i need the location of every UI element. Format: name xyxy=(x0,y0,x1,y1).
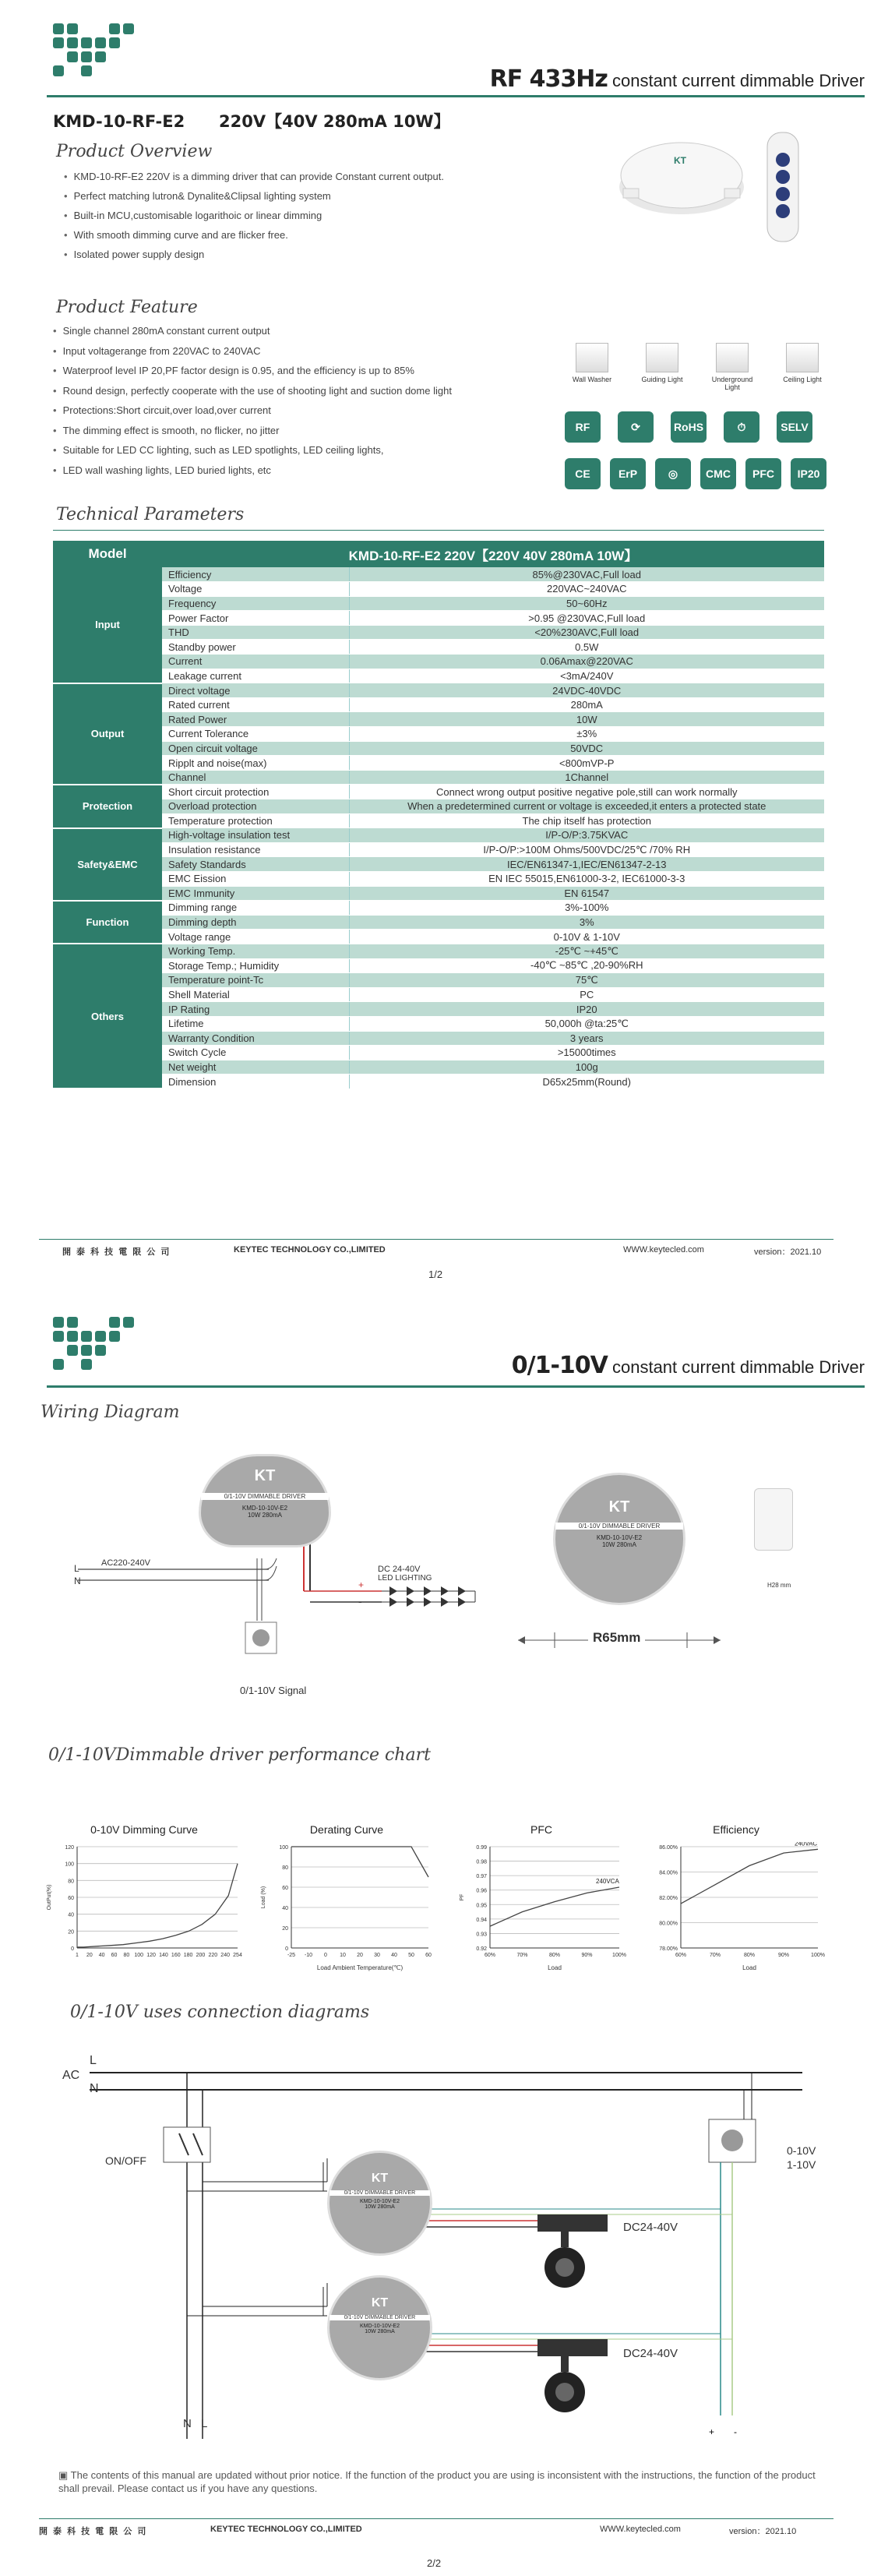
x-tick-label: 0 xyxy=(324,1953,327,1958)
param-name: Temperature protection xyxy=(162,813,349,828)
x-axis-label: Load xyxy=(548,1964,562,1971)
x-tick-label: 80% xyxy=(548,1953,561,1958)
cert-badge: PFC xyxy=(745,458,781,489)
table-head-spec: KMD-10-RF-E2 220V【220V 40V 280mA 10W】 xyxy=(162,541,824,567)
table-row xyxy=(53,655,824,669)
param-name: EMC Immunity xyxy=(162,886,349,901)
table-row xyxy=(53,901,824,916)
y-tick-label: 0.97 xyxy=(476,1874,487,1880)
param-value: >0.95 @230VAC,Full load xyxy=(349,611,824,626)
param-name: Rated current xyxy=(162,697,349,712)
table-row xyxy=(53,582,824,597)
table-group-label: Input xyxy=(53,567,162,683)
series-line xyxy=(291,1847,428,1877)
x-tick-label: 100% xyxy=(811,1953,825,1958)
cert-row-1 xyxy=(565,411,812,443)
conn-n-label: N xyxy=(90,2082,99,2095)
param-value: 0.06Amax@220VAC xyxy=(349,655,824,669)
param-name: Power Factor xyxy=(162,611,349,626)
param-name: Ripplt and noise(max) xyxy=(162,756,349,771)
param-value: <800mVP-P xyxy=(349,756,824,771)
cert-badge: ⏱ xyxy=(724,411,759,443)
param-value: 50,000h @ta:25℃ xyxy=(349,1016,824,1031)
y-tick-label: 0 xyxy=(71,1946,74,1952)
param-value: 85%@230VAC,Full load xyxy=(349,567,824,582)
y-tick-label: 0.94 xyxy=(476,1917,487,1923)
table-group-label: Safety&EMC xyxy=(53,828,162,901)
param-name: Voltage range xyxy=(162,930,349,944)
table-row xyxy=(53,828,824,843)
application-icon: Ceiling Light xyxy=(775,343,830,391)
list-item: • Built-in MCU,customisable logarithoic or linear dimming xyxy=(64,206,444,225)
param-value: -25℃ ~+45℃ xyxy=(349,944,824,958)
list-item: • Protections:Short circuit,over load,over current xyxy=(53,401,452,421)
table-group-label: Output xyxy=(53,683,162,785)
list-item: • Waterproof level IP 20,PF factor design is 0.95, and the efficiency is up to 85% xyxy=(53,361,452,381)
param-name: EMC Eission xyxy=(162,871,349,886)
perf-title: 0/1-10VDimmable driver performance chart xyxy=(48,1745,431,1765)
connection-diagram xyxy=(55,2041,802,2439)
application-icon: Wall Washer xyxy=(565,343,619,391)
y-tick-label: 86.00% xyxy=(659,1845,678,1851)
table-row xyxy=(53,1060,824,1075)
y-tick-label: 80.00% xyxy=(659,1921,678,1927)
x-axis-label: Load xyxy=(742,1964,756,1971)
conn-bottom-l: L xyxy=(201,2417,208,2430)
x-tick-label: -10 xyxy=(304,1953,313,1958)
y-tick-label: 80 xyxy=(68,1879,74,1885)
param-value: 50~60Hz xyxy=(349,596,824,611)
page-title-2: 0/1-10V constant current dimmable Driver xyxy=(511,1352,865,1379)
efficiency-chart: Efficiency 78.00% 80.00% 82.00% 84.00% 86.00% 60% 70% 80% 90% 100% 240VAC Load xyxy=(659,1823,825,1971)
x-tick-label: 30 xyxy=(374,1953,380,1958)
param-name: Overload protection xyxy=(162,799,349,814)
param-value: D65x25mm(Round) xyxy=(349,1075,824,1089)
size-label: R65mm xyxy=(588,1630,645,1646)
conn-driver-1: KT 0/1-10V DIMMABLE DRIVER KMD-10-10V-E2 10W 280mA xyxy=(327,2151,432,2256)
cert-badge: IP20 xyxy=(791,458,826,489)
x-tick-label: 60% xyxy=(675,1953,687,1958)
param-value: <3mA/240V xyxy=(349,669,824,683)
x-tick-label: 100 xyxy=(134,1953,144,1958)
x-tick-label: 200 xyxy=(196,1953,206,1958)
x-tick-label: 70% xyxy=(516,1953,528,1958)
height-label: H28 mm xyxy=(767,1582,791,1589)
conn-dc-1: DC24-40V xyxy=(623,2221,678,2234)
param-name: Net weight xyxy=(162,1060,349,1075)
overview-list xyxy=(64,167,444,264)
series-label: 240VCA xyxy=(596,1878,619,1885)
conn-onoff-label: ON/OFF xyxy=(105,2154,146,2167)
param-name: Frequency xyxy=(162,596,349,611)
param-value: 3% xyxy=(349,915,824,930)
table-row xyxy=(53,915,824,930)
x-tick-label: 180 xyxy=(183,1953,193,1958)
list-item: • The dimming effect is smooth, no flicker, no jitter xyxy=(53,421,452,441)
conn-title: 0/1-10V uses connection diagrams xyxy=(70,2003,370,2022)
list-item: • Input voltagerange from 220VAC to 240VAC xyxy=(53,341,452,362)
conn-signal-1: 0-10V xyxy=(787,2144,816,2157)
y-axis-label: OutPut(%) xyxy=(47,1884,52,1911)
param-value: 0.5W xyxy=(349,640,824,655)
svg-text:-: - xyxy=(358,1595,362,1607)
svg-text:+: + xyxy=(709,2426,715,2437)
cert-row-2 xyxy=(565,458,826,489)
y-tick-label: 120 xyxy=(65,1845,74,1851)
x-tick-label: 160 xyxy=(171,1953,181,1958)
notice-text: ▣ The contents of this manual are updated without prior notice. If the function of the product you are using is inconsistent with the instructions, the function of the product shall prevail. Please contact us if you have any questions. xyxy=(58,2469,816,2494)
table-row xyxy=(53,1046,824,1060)
param-value: <20%230AVC,Full load xyxy=(349,625,824,640)
param-name: Efficiency xyxy=(162,567,349,582)
y-tick-label: 60 xyxy=(282,1886,288,1891)
param-name: Channel xyxy=(162,770,349,785)
param-value: EN IEC 55015,EN61000-3-2, IEC61000-3-3 xyxy=(349,871,824,886)
table-group-label: Protection xyxy=(53,785,162,828)
spec-table xyxy=(53,541,824,1089)
series-label: 240VAC xyxy=(795,1842,818,1847)
param-name: Rated Power xyxy=(162,712,349,727)
table-row xyxy=(53,1075,824,1089)
param-name: Standby power xyxy=(162,640,349,655)
y-tick-label: 100 xyxy=(65,1861,74,1868)
param-name: Voltage xyxy=(162,582,349,597)
x-tick-label: 80 xyxy=(123,1953,130,1958)
x-tick-label: 1 xyxy=(76,1953,79,1958)
page-title: RF 433Hz constant current dimmable Driver xyxy=(489,65,865,93)
table-row xyxy=(53,987,824,1002)
param-value: PC xyxy=(349,987,824,1002)
header-rule-2 xyxy=(47,1385,865,1388)
remote-control-photo xyxy=(756,129,810,245)
param-name: Temperature point-Tc xyxy=(162,973,349,988)
company-logo xyxy=(53,23,134,76)
y-tick-label: 0.96 xyxy=(476,1888,487,1894)
param-name: High-voltage insulation test xyxy=(162,828,349,843)
conn-dc-2: DC24-40V xyxy=(623,2347,678,2360)
series-line xyxy=(77,1864,238,1947)
table-row xyxy=(53,683,824,698)
table-row xyxy=(53,640,824,655)
table-group-label: Others xyxy=(53,944,162,1089)
param-value: 220VAC~240VAC xyxy=(349,582,824,597)
y-tick-label: 84.00% xyxy=(659,1870,678,1876)
y-tick-label: 0.98 xyxy=(476,1859,487,1865)
param-value: 280mA xyxy=(349,697,824,712)
table-row xyxy=(53,813,824,828)
param-name: Current xyxy=(162,655,349,669)
x-tick-label: 10 xyxy=(340,1953,346,1958)
notice-icon: ▣ xyxy=(58,2469,71,2481)
derating-curve-chart: Derating Curve 0 20 40 60 80 100 -25 -10 0 10 20 30 40 50 60 Load (%) Load Ambient Temperature(℃) xyxy=(261,1823,432,1971)
table-row xyxy=(53,886,824,901)
y-tick-label: 20 xyxy=(68,1929,74,1936)
list-item: • LED wall washing lights, LED buried lights, etc xyxy=(53,461,452,481)
param-name: Dimming depth xyxy=(162,915,349,930)
dimming-curve-chart: 0-10V Dimming Curve 0 20 40 60 80 100 120 1 20 40 60 80 100 120 140 160 180 200 220 240 254 OutPut(%) xyxy=(47,1823,242,1958)
param-name: Dimming range xyxy=(162,901,349,916)
list-item: • KMD-10-RF-E2 220V is a dimming driver that can provide Constant current output. xyxy=(64,167,444,186)
table-row xyxy=(53,944,824,958)
overview-title: Product Overview xyxy=(56,142,213,161)
param-name: Working Temp. xyxy=(162,944,349,958)
svg-text:-: - xyxy=(734,2426,737,2437)
feature-list xyxy=(53,321,452,480)
param-value: ±3% xyxy=(349,727,824,742)
param-value: 0-10V & 1-10V xyxy=(349,930,824,944)
param-value: I/P-O/P:3.75KVAC xyxy=(349,828,824,843)
conn-ac-label: AC xyxy=(62,2069,80,2082)
driver-unit xyxy=(199,1454,331,1547)
x-tick-label: -25 xyxy=(287,1953,296,1958)
conn-bottom-n: N xyxy=(183,2417,192,2430)
x-tick-label: 100% xyxy=(612,1953,626,1958)
driver-side-view xyxy=(754,1488,793,1551)
model-line: KMD-10-RF-E2 220V【40V 280mA 10W】 xyxy=(53,112,450,131)
x-tick-label: 80% xyxy=(743,1953,756,1958)
param-name: Shell Material xyxy=(162,987,349,1002)
conn-driver-2: KT 0/1-10V DIMMABLE DRIVER KMD-10-10V-E2 10W 280mA xyxy=(327,2275,432,2380)
table-row xyxy=(53,625,824,640)
conn-l-label: L xyxy=(90,2054,97,2067)
param-name: Insulation resistance xyxy=(162,842,349,857)
y-tick-label: 80 xyxy=(282,1865,288,1871)
y-tick-label: 20 xyxy=(282,1926,288,1932)
n-label: N xyxy=(74,1576,81,1586)
param-name: Leakage current xyxy=(162,669,349,683)
table-row xyxy=(53,611,824,626)
header-rule xyxy=(47,95,865,97)
x-tick-label: 60 xyxy=(111,1953,118,1958)
y-tick-label: 82.00% xyxy=(659,1896,678,1901)
cert-badge: ⟳ xyxy=(618,411,654,443)
table-row xyxy=(53,842,824,857)
param-value: The chip itself has protection xyxy=(349,813,824,828)
ac-label: AC220-240V xyxy=(101,1558,150,1568)
table-row xyxy=(53,1031,824,1046)
series-line xyxy=(681,1849,818,1904)
table-row xyxy=(53,697,824,712)
list-item: • Round design, perfectly cooperate with the use of shooting light and suction dome light xyxy=(53,381,452,401)
driver-logo: KT xyxy=(254,1467,276,1484)
wiring-title: Wiring Diagram xyxy=(41,1403,180,1422)
table-row xyxy=(53,871,824,886)
param-value: 24VDC-40VDC xyxy=(349,683,824,698)
page-number-1: 1/2 xyxy=(428,1269,443,1280)
conn-signal-2: 1-10V xyxy=(787,2158,816,2171)
param-value: 1Channel xyxy=(349,770,824,785)
y-tick-label: 40 xyxy=(282,1906,288,1911)
param-name: THD xyxy=(162,625,349,640)
param-value: 3 years xyxy=(349,1031,824,1046)
x-tick-label: 90% xyxy=(581,1953,593,1958)
table-row xyxy=(53,727,824,742)
x-tick-label: 90% xyxy=(777,1953,790,1958)
table-row xyxy=(53,1016,824,1031)
param-value: IP20 xyxy=(349,1002,824,1017)
product-photo xyxy=(615,132,748,218)
list-item: • Suitable for LED CC lighting, such as LED spotlights, LED ceiling lights, xyxy=(53,440,452,461)
x-tick-label: 254 xyxy=(233,1953,242,1958)
param-value: IEC/EN61347-1,IEC/EN61347-2-13 xyxy=(349,857,824,872)
param-name: Safety Standards xyxy=(162,857,349,872)
application-icon: Underground Light xyxy=(705,343,759,391)
led-label: LED LIGHTING xyxy=(378,1574,432,1583)
x-axis-label: Load Ambient Temperature(℃) xyxy=(316,1964,404,1971)
cert-badge: ErP xyxy=(610,458,646,489)
l-label: L xyxy=(74,1563,79,1574)
x-tick-label: 20 xyxy=(357,1953,363,1958)
x-tick-label: 60 xyxy=(425,1953,432,1958)
x-tick-label: 70% xyxy=(709,1953,721,1958)
company-logo-2 xyxy=(53,1317,134,1370)
table-row xyxy=(53,857,824,872)
y-tick-label: 60 xyxy=(68,1896,74,1901)
dc-label: DC 24-40V xyxy=(378,1565,421,1574)
x-tick-label: 220 xyxy=(208,1953,218,1958)
param-value: 75℃ xyxy=(349,973,824,988)
footer-web[interactable]: WWW.keytecled.com xyxy=(623,1245,704,1254)
x-tick-label: 120 xyxy=(146,1953,156,1958)
param-name: IP Rating xyxy=(162,1002,349,1017)
application-icons xyxy=(565,343,830,391)
series-line xyxy=(490,1887,619,1926)
param-value: >15000times xyxy=(349,1046,824,1060)
param-name: Warranty Condition xyxy=(162,1031,349,1046)
table-row xyxy=(53,567,824,582)
table-row xyxy=(53,1002,824,1017)
table-row xyxy=(53,785,824,799)
y-tick-label: 0.93 xyxy=(476,1932,487,1938)
param-value: 100g xyxy=(349,1060,824,1075)
table-head-model: Model xyxy=(53,541,162,567)
feature-title: Product Feature xyxy=(56,298,198,317)
y-tick-label: 78.00% xyxy=(659,1946,678,1952)
y-axis-label: PF xyxy=(460,1893,465,1901)
y-tick-label: 0.95 xyxy=(476,1903,487,1909)
list-item: • Isolated power supply design xyxy=(64,245,444,264)
y-tick-label: 0 xyxy=(285,1946,288,1952)
technical-rule xyxy=(53,530,824,531)
footer-version: version：2021.10 xyxy=(754,1247,822,1257)
param-value: I/P-O/P:>100M Ohms/500VDC/25℃ /70% RH xyxy=(349,842,824,857)
x-tick-label: 50 xyxy=(408,1953,414,1958)
param-name: Open circuit voltage xyxy=(162,741,349,756)
param-name: Direct voltage xyxy=(162,683,349,698)
driver-top-view: KT 0/1-10V DIMMABLE DRIVER KMD-10-10V-E2 10W 280mA xyxy=(553,1473,685,1605)
cert-badge: CMC xyxy=(700,458,736,489)
x-tick-label: 140 xyxy=(159,1953,168,1958)
table-row xyxy=(53,741,824,756)
param-name: Lifetime xyxy=(162,1016,349,1031)
x-tick-label: 60% xyxy=(484,1953,496,1958)
cert-badge: RoHS xyxy=(671,411,707,443)
param-value: -40℃ ~85℃ ,20-90%RH xyxy=(349,958,824,973)
list-item: • With smooth dimming curve and are flicker free. xyxy=(64,225,444,245)
svg-text:+: + xyxy=(358,1579,365,1590)
x-tick-label: 40 xyxy=(391,1953,397,1958)
list-item: • Single channel 280mA constant current output xyxy=(53,321,452,341)
param-value: When a predetermined current or voltage is exceeded,it enters a protected state xyxy=(349,799,824,814)
param-value: 10W xyxy=(349,712,824,727)
table-row xyxy=(53,799,824,814)
y-tick-label: 100 xyxy=(279,1845,288,1851)
param-value: 50VDC xyxy=(349,741,824,756)
svg-text:KT: KT xyxy=(674,155,686,166)
footer-cn: 開 泰 科 技 電 限 公 司 xyxy=(62,1247,171,1257)
x-tick-label: 240 xyxy=(220,1953,230,1958)
param-name: Switch Cycle xyxy=(162,1046,349,1060)
cert-badge: CE xyxy=(565,458,601,489)
x-tick-label: 20 xyxy=(86,1953,93,1958)
table-row xyxy=(53,756,824,771)
y-tick-label: 40 xyxy=(68,1912,74,1918)
param-name: Storage Temp.; Humidity xyxy=(162,958,349,973)
param-value: 3%-100% xyxy=(349,901,824,916)
table-row xyxy=(53,958,824,973)
page-number-2: 2/2 xyxy=(427,2557,442,2569)
table-row xyxy=(53,973,824,988)
table-row xyxy=(53,596,824,611)
param-value: EN 61547 xyxy=(349,886,824,901)
table-row xyxy=(53,770,824,785)
footer-company: KEYTEC TECHNOLOGY CO.,LIMITED xyxy=(234,1245,386,1254)
cert-badge: RF xyxy=(565,411,601,443)
y-tick-label: 0.92 xyxy=(476,1946,487,1952)
table-group-label: Function xyxy=(53,901,162,944)
table-row xyxy=(53,712,824,727)
signal-label: 0/1-10V Signal xyxy=(240,1685,307,1696)
param-name: Short circuit protection xyxy=(162,785,349,799)
technical-title: Technical Parameters xyxy=(56,505,245,524)
y-axis-label: Load (%) xyxy=(261,1886,266,1909)
param-name: Dimension xyxy=(162,1075,349,1089)
cert-badge: SELV xyxy=(777,411,812,443)
table-row xyxy=(53,669,824,683)
cert-badge: ◎ xyxy=(655,458,691,489)
application-icon: Guiding Light xyxy=(635,343,689,391)
list-item: • Perfect matching lutron& Dynalite&Clipsal lighting system xyxy=(64,186,444,206)
driver-label: 0/1-10V DIMMABLE DRIVER xyxy=(201,1493,329,1500)
param-name: Current Tolerance xyxy=(162,727,349,742)
y-tick-label: 0.99 xyxy=(476,1845,487,1851)
param-value: Connect wrong output positive negative pole,still can work normally xyxy=(349,785,824,799)
driver-model: KMD-10-10V-E2 xyxy=(241,1505,288,1512)
table-row xyxy=(53,930,824,944)
driver-spec: 10W 280mA xyxy=(247,1512,283,1519)
pfc-chart: PFC 0.92 0.93 0.94 0.95 0.96 0.97 0.98 0.99 60% 70% 80% 90% 100% 240VCA PF Load xyxy=(460,1823,626,1971)
x-tick-label: 40 xyxy=(98,1953,105,1958)
